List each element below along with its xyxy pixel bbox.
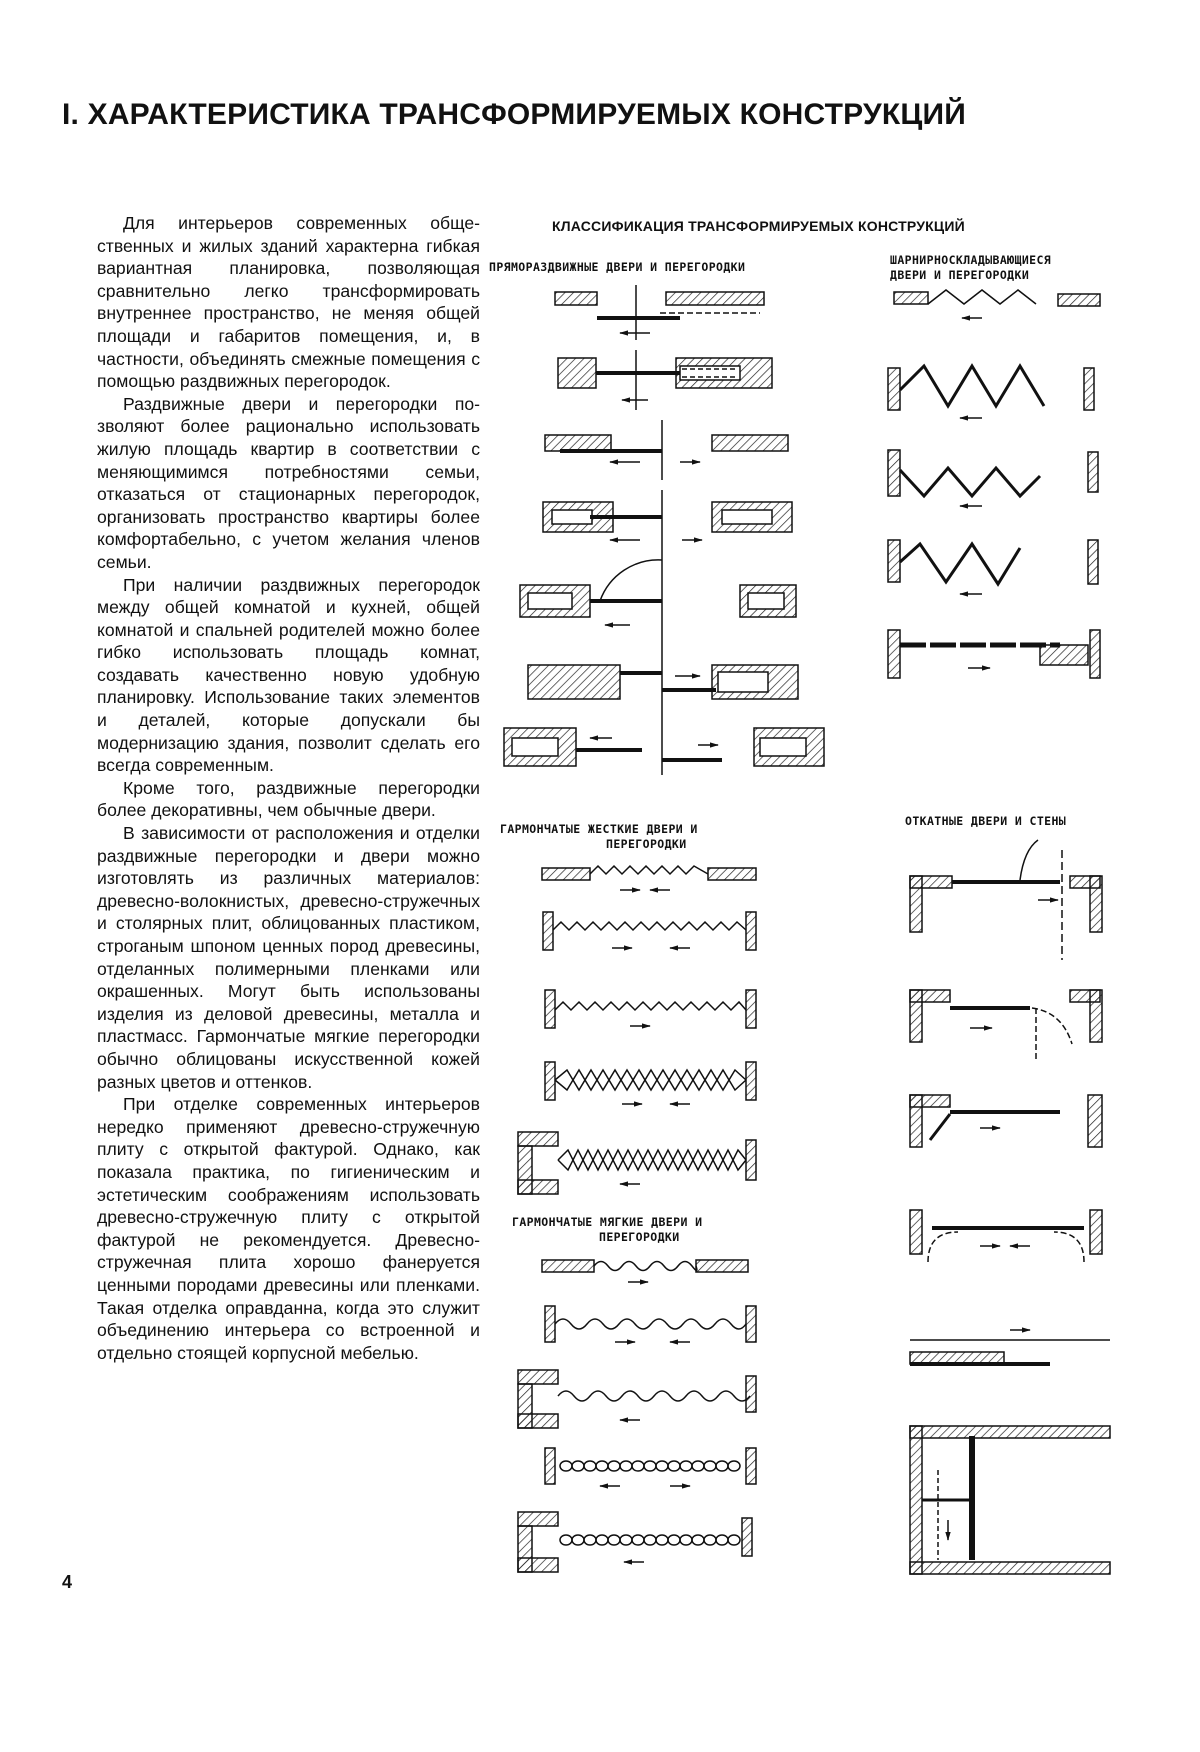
page-number: 4 xyxy=(62,1572,73,1592)
rigid-accordion-drawings xyxy=(518,866,756,1194)
rolling-door-drawings xyxy=(910,840,1110,1574)
caption-soft-line2: ПЕРЕГОРОДКИ xyxy=(599,1230,680,1244)
caption-swing: ОТКАТНЫЕ ДВЕРИ И СТЕНЫ xyxy=(905,814,1067,828)
page-title: I. ХАРАКТЕРИСТИКА ТРАНСФОРМИРУЕМЫХ КОНСТРУКЦИЙ xyxy=(62,98,966,131)
paragraph: Кроме того, раздвижные перегородки более декоративны, чем обычные двери. xyxy=(97,777,480,821)
caption-sliding: ПРЯМОРАЗДВИЖНЫЕ ДВЕРИ И ПЕРЕГОРОДКИ xyxy=(489,260,746,274)
paragraph: Для интерьеров современных общественных и жилых зданий характерна гибкая вариантная планировка, позволяющая сравнительно легко трансформировать внутреннее пространство, не меняя общей площади и габаритов помещения, и, в частности, объединять смежные помещения с помощью раздвижных перегородок. xyxy=(97,213,480,392)
caption-hinged-line1: ШАРНИРНОСКЛАДЫВАЮЩИЕСЯ xyxy=(890,253,1052,267)
paragraph: При отделке современных интерьеров нередко применяют древесно-стружечную плиту с открытой фактурой. Однако, как показала практика, по гигиеническим и эстетическим соображениям использовать древесно-стружечную плиту с открытой фактурой не рекомендуется. Древесно-стружечная плита хорошо фанеруется ценными породами древесины или пленками. Такая отделка оправданна, когда это служит объединению интерьера со встроенной и отдельно стоящей корпусной мебелью. xyxy=(97,1094,480,1363)
paragraph: В зависимости от расположения и отделки раздвижные перегородки и двери можно изготовлять из различных материалов: древесно-волокнистых, древесно-стружечных и столярных плит, облицованных пластиком, строганым шпоном ценных пород древесины, отделанных полимерными пленками или окрашенных. Могут быть использованы изделия из деловой древесины, металла и пластмасс. Гармончатые мягкие перегородки обычно облицованы искусственной кожей разных цветов и оттенков. xyxy=(97,823,480,1092)
soft-accordion-drawings xyxy=(518,1260,756,1572)
caption-hinged-line2: ДВЕРИ И ПЕРЕГОРОДКИ xyxy=(890,268,1030,282)
caption-rigid-line2: ПЕРЕГОРОДКИ xyxy=(606,837,687,851)
caption-soft-line1: ГАРМОНЧАТЫЕ МЯГКИЕ ДВЕРИ И xyxy=(512,1215,703,1229)
sliding-door-drawings xyxy=(504,285,824,775)
paragraph: При наличии раздвижных перегородок между общей комнатой и кухней, общей комнатой и спальней родителей можно более гибко использовать площадь комнат, создавать качественно новую удобную планировку. Использование таких элементов и деталей, которые допускали бы модернизацию здания, позволит сделать его всегда современным. xyxy=(97,574,480,776)
hinged-folding-drawings xyxy=(888,290,1100,678)
figure-title: КЛАССИФИКАЦИЯ ТРАНСФОРМИРУЕМЫХ КОНСТРУКЦИЙ xyxy=(552,218,965,234)
paragraph: Раздвижные двери и перегородки позволяют более рационально использовать жилую площадь квартир в соответствии с меняющимимся потребностями семьи, отказаться от стационарных перегородок, организовать пространство квартиры более комфортабельно, с учетом желания членов семьи. xyxy=(97,393,480,572)
caption-rigid-line1: ГАРМОНЧАТЫЕ ЖЕСТКИЕ ДВЕРИ И xyxy=(500,822,698,836)
